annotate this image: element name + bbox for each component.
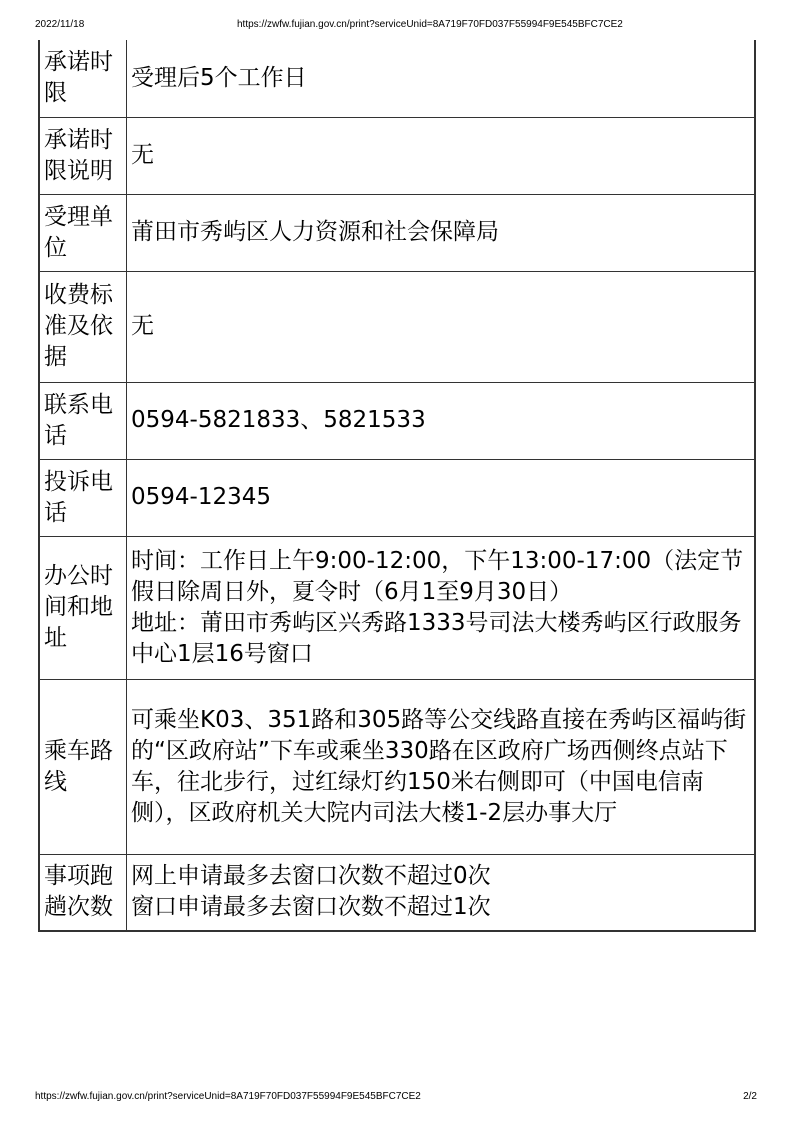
row-label-contact-phone: 联系电话: [39, 382, 127, 459]
office-hours-text: 时间：工作日上午9:00-12:00，下午13:00-17:00（法定节假日除周日外，夏令时（6月1至9月30日）: [131, 547, 744, 605]
value-line: 无: [131, 142, 154, 168]
table-row: [39, 459, 755, 536]
row-value-bus-route: [127, 679, 756, 854]
value-line: 0594-5821833、5821533: [131, 407, 426, 433]
value-line: 无: [131, 313, 154, 339]
row-value-contact-phone: [127, 382, 756, 459]
row-label-fee-standard: 收费标准及依据: [39, 271, 127, 382]
row-value-accepting-unit: [127, 194, 756, 271]
footer-url: https://zwfw.fujian.gov.cn/print?serviceUnid=8A719F70FD037F55994F9E545BFC7CE2: [35, 1091, 421, 1102]
row-value-office-hours-address: [127, 536, 756, 679]
print-date: 2022/11/18: [35, 19, 85, 30]
table-row: [39, 382, 755, 459]
table-row: [39, 536, 755, 679]
table-row: [39, 854, 755, 931]
table-row: [39, 679, 755, 854]
service-info-table: [38, 40, 756, 932]
online-visit-text: 网上申请最多去窗口次数不超过0次: [131, 863, 491, 890]
row-value-promise-time-note: [127, 117, 756, 194]
row-label-promise-time: 承诺时限: [39, 40, 127, 117]
value-line: 可乘坐K03、351路和305路等公交线路直接在秀屿区福屿街的“区政府站”下车或乘坐330路在区政府广场西侧终点站下车，往北步行，过红绿灯约150米右侧即可（中国电信南侧），区政府机关大院内司法大楼1-2层办事大厅: [131, 706, 747, 826]
row-label-bus-route: 乘车路线: [39, 679, 127, 854]
table-row: [39, 271, 755, 382]
row-label-visit-count: 事项跑趟次数: [39, 854, 127, 931]
row-label-promise-time-note: 承诺时限说明: [39, 117, 127, 194]
value-line: 受理后5个工作日: [131, 64, 307, 91]
value-line: 0594-12345: [131, 484, 271, 510]
row-value-fee-standard: [127, 271, 756, 382]
row-label-complaint-phone: 投诉电话: [39, 459, 127, 536]
row-label-accepting-unit: 受理单位: [39, 194, 127, 271]
row-label-office-hours-address: 办公时间和地址: [39, 536, 127, 679]
office-address-text: 地址：莆田市秀屿区兴秀路1333号司法大楼秀屿区行政服务中心1层16号窗口: [131, 609, 742, 667]
value-line: 莆田市秀屿区人力资源和社会保障局: [131, 219, 499, 245]
table-row: [39, 194, 755, 271]
row-value-visit-count: [127, 854, 756, 931]
table-row: [39, 117, 755, 194]
window-visit-text: 窗口申请最多去窗口次数不超过1次: [131, 894, 491, 921]
header-url: https://zwfw.fujian.gov.cn/print?serviceUnid=8A719F70FD037F55994F9E545BFC7CE2: [237, 19, 623, 30]
page-number: 2/2: [743, 1091, 757, 1102]
table-row: [39, 40, 755, 117]
row-value-promise-time: [127, 40, 756, 117]
row-value-complaint-phone: [127, 459, 756, 536]
